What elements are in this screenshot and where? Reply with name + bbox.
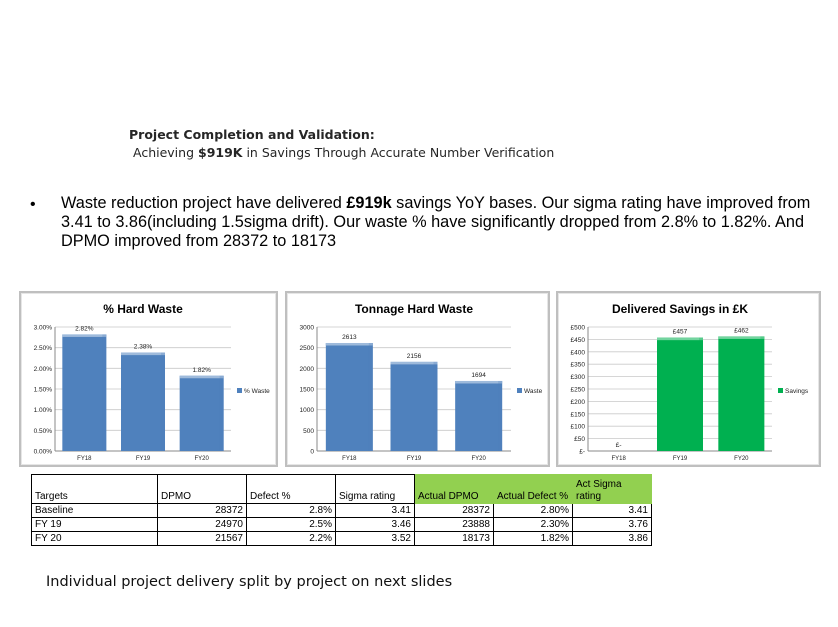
- chart-tonnage-hard-waste-svg: [287, 293, 548, 465]
- chart-x-tick-label: FY20: [471, 456, 486, 462]
- table-cell: 3.41: [336, 504, 415, 518]
- chart-bar: [455, 381, 502, 451]
- table-cell: 2.8%: [247, 504, 336, 518]
- chart-legend-label: Waste: [524, 388, 543, 395]
- targets-table: [31, 474, 652, 546]
- chart-y-tick-label: £350: [570, 361, 585, 369]
- chart-y-tick-label: £-: [579, 448, 585, 456]
- chart-bar-highlight: [391, 362, 438, 365]
- table-header-row: [32, 475, 652, 504]
- chart-title: % Hard Waste: [103, 302, 183, 316]
- bullet-marker: •: [30, 196, 36, 213]
- chart-data-label: 2.38%: [133, 343, 153, 351]
- table-cell: 28372: [158, 504, 247, 518]
- chart-bar-highlight: [657, 338, 703, 341]
- bullet-paragraph: [61, 194, 821, 251]
- table-cell: 3.52: [336, 532, 415, 546]
- chart-y-tick-label: 1500: [299, 386, 314, 394]
- chart-y-tick-label: £250: [570, 386, 585, 394]
- chart-tonnage-hard-waste: [285, 291, 550, 467]
- table-cell: Baseline: [32, 504, 158, 518]
- chart-bar-shade: [220, 376, 224, 451]
- chart-bar-shade: [161, 353, 165, 451]
- table-cell: 3.86: [573, 532, 652, 546]
- table-cell: FY 19: [32, 518, 158, 532]
- chart-y-tick-label: 3.00%: [33, 324, 52, 332]
- chart-bar-shade: [699, 338, 703, 451]
- chart-y-tick-label: 1.00%: [33, 407, 52, 415]
- table-row: [32, 504, 652, 518]
- chart-y-tick-label: £200: [570, 398, 585, 406]
- bullet-text-part1: Waste reduction project have delivered: [61, 194, 347, 212]
- chart-data-label: 1694: [471, 371, 486, 379]
- table-header-cell: Targets: [32, 475, 158, 504]
- chart-hard-waste-percent-svg: [21, 293, 276, 465]
- bullet-text-part2: savings YoY bases. Our sigma rating have improved from 3.41 to 3.86(including 1.5sigma drift). Our waste % have significantly dropped from 2.8% to 1.82%. And DPMO improved from 28372 to 18173: [61, 194, 811, 250]
- chart-x-tick-label: FY19: [672, 456, 688, 462]
- chart-y-tick-label: 0.50%: [33, 427, 52, 435]
- chart-y-tick-label: £150: [570, 411, 585, 419]
- chart-bar-shade: [369, 343, 373, 451]
- table-cell: FY 20: [32, 532, 158, 546]
- chart-data-label: £-: [615, 442, 622, 449]
- chart-legend-label: % Waste: [244, 388, 270, 395]
- chart-data-label: 2156: [406, 352, 422, 360]
- table-cell: 18173: [415, 532, 494, 546]
- chart-bar-shade: [498, 381, 502, 451]
- chart-bar: [180, 376, 224, 451]
- subheading-suffix: in Savings Through Accurate Number Verification: [242, 145, 555, 160]
- table-cell: 2.80%: [494, 504, 573, 518]
- table-cell: 23888: [415, 518, 494, 532]
- table-header-cell: DPMO: [158, 475, 247, 504]
- chart-data-label: 2.82%: [75, 325, 94, 333]
- table-header-cell: Sigma rating: [336, 475, 415, 504]
- chart-y-tick-label: £50: [574, 436, 585, 444]
- chart-y-tick-label: 0: [310, 448, 314, 456]
- footer-note: Individual project delivery split by project on next slides: [46, 574, 453, 590]
- chart-x-tick-label: FY20: [734, 456, 749, 462]
- chart-bar-shade: [102, 334, 106, 451]
- table-cell: 21567: [158, 532, 247, 546]
- chart-bar: [391, 362, 438, 451]
- chart-data-label: 1.82%: [192, 366, 211, 374]
- table-row: [32, 532, 652, 546]
- chart-x-tick-label: FY19: [406, 456, 422, 462]
- chart-bar-highlight: [326, 343, 373, 346]
- table-header-cell: Actual DPMO: [415, 475, 494, 504]
- chart-y-tick-label: 2.00%: [33, 365, 52, 373]
- chart-y-tick-label: £300: [570, 374, 585, 382]
- section-subheading: [133, 145, 554, 160]
- chart-y-tick-label: 2000: [299, 365, 314, 373]
- chart-bar: [62, 334, 106, 451]
- chart-y-tick-label: £100: [570, 423, 585, 431]
- subheading-prefix: Achieving: [133, 145, 198, 160]
- chart-x-tick-label: FY19: [135, 456, 151, 462]
- chart-legend-swatch: [517, 388, 522, 393]
- chart-data-label: £462: [734, 327, 749, 335]
- chart-bar-highlight: [718, 336, 764, 339]
- table-header-cell: Defect %: [247, 475, 336, 504]
- chart-y-tick-label: 500: [303, 427, 314, 435]
- chart-title: Delivered Savings in £K: [611, 302, 749, 316]
- chart-x-tick-label: FY18: [77, 456, 92, 462]
- table-cell: 3.41: [573, 504, 652, 518]
- chart-legend-label: Savings: [785, 388, 809, 395]
- chart-bar-shade: [434, 362, 438, 451]
- table-row: [32, 518, 652, 532]
- chart-legend-swatch: [237, 388, 242, 393]
- chart-y-tick-label: 0.00%: [33, 448, 52, 456]
- subheading-amount: $919K: [198, 145, 243, 160]
- chart-bar-highlight: [62, 334, 106, 337]
- chart-y-tick-label: £500: [570, 324, 585, 332]
- table-cell: 24970: [158, 518, 247, 532]
- chart-x-tick-label: FY18: [611, 456, 626, 462]
- chart-bar-highlight: [121, 353, 165, 356]
- section-heading: Project Completion and Validation:: [129, 127, 375, 142]
- chart-y-tick-label: 1000: [299, 407, 314, 415]
- chart-bar: [657, 338, 703, 451]
- table-cell: 3.76: [573, 518, 652, 532]
- table-cell: 3.46: [336, 518, 415, 532]
- chart-bar: [718, 336, 764, 451]
- table-header-cell: Act Sigma rating: [573, 475, 652, 504]
- chart-title: Tonnage Hard Waste: [354, 302, 474, 316]
- chart-hard-waste-percent: [19, 291, 278, 467]
- table-header-cell: Actual Defect %: [494, 475, 573, 504]
- chart-y-tick-label: 3000: [299, 324, 314, 332]
- chart-y-tick-label: 2.50%: [33, 345, 52, 353]
- chart-legend-swatch: [778, 388, 783, 393]
- chart-delivered-savings-svg: [558, 293, 819, 465]
- chart-data-label: £457: [672, 328, 688, 336]
- chart-x-tick-label: FY18: [342, 456, 357, 462]
- chart-y-tick-label: 1.50%: [33, 386, 52, 394]
- table-cell: 1.82%: [494, 532, 573, 546]
- chart-y-tick-label: £450: [570, 336, 585, 344]
- table-cell: 2.2%: [247, 532, 336, 546]
- chart-bar: [326, 343, 373, 451]
- bullet-bold-amount: £919k: [346, 194, 392, 212]
- chart-bar-highlight: [180, 376, 224, 379]
- chart-delivered-savings: [556, 291, 821, 467]
- chart-y-tick-label: £400: [570, 349, 585, 357]
- table-cell: 2.5%: [247, 518, 336, 532]
- table-cell: 28372: [415, 504, 494, 518]
- chart-data-label: 2613: [342, 333, 357, 341]
- table-cell: 2.30%: [494, 518, 573, 532]
- chart-bar-shade: [760, 336, 764, 451]
- chart-bar-highlight: [455, 381, 502, 384]
- chart-bar: [121, 353, 165, 451]
- chart-y-tick-label: 2500: [299, 345, 314, 353]
- chart-x-tick-label: FY20: [194, 456, 209, 462]
